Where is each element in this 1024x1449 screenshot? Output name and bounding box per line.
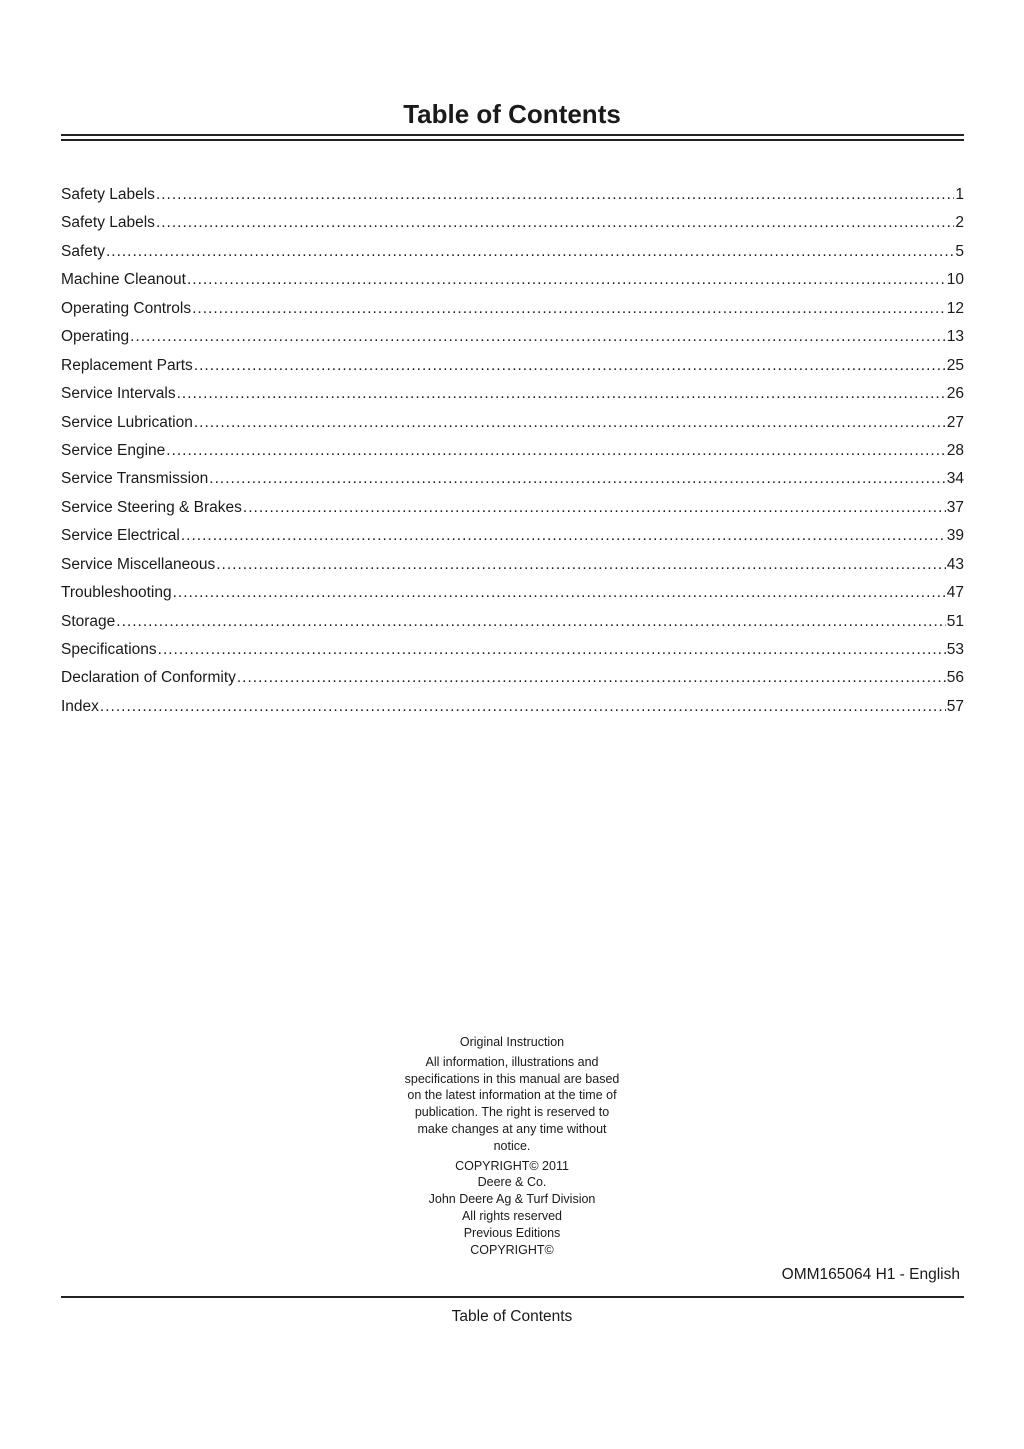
toc-entry-title: Operating Controls bbox=[61, 299, 192, 317]
toc-entry-page: 27 bbox=[946, 413, 964, 431]
toc-entry-page: 10 bbox=[946, 271, 964, 289]
toc-leader-dots bbox=[194, 352, 946, 380]
toc-entry-page: 1 bbox=[955, 186, 964, 203]
toc-entry[interactable] bbox=[61, 295, 964, 323]
toc-entry-title: Index bbox=[61, 697, 99, 715]
notice-body bbox=[362, 1054, 662, 1155]
toc-entry[interactable] bbox=[61, 636, 964, 664]
toc-leader-dots bbox=[209, 465, 945, 493]
toc-leader-dots bbox=[156, 209, 954, 237]
toc-entry-page: 13 bbox=[946, 328, 964, 346]
toc-leader-dots bbox=[216, 551, 946, 579]
toc-entry-title: Machine Cleanout bbox=[61, 271, 186, 289]
toc-leader-dots bbox=[106, 238, 954, 266]
toc-entry[interactable] bbox=[61, 266, 964, 294]
toc-entry-page: 26 bbox=[946, 385, 964, 403]
toc-entry[interactable] bbox=[61, 181, 964, 209]
toc-leader-dots bbox=[173, 579, 946, 607]
notice-body-line: notice. bbox=[493, 1138, 531, 1153]
copyright-line: COPYRIGHT© bbox=[470, 1242, 554, 1257]
toc-entry[interactable] bbox=[61, 693, 964, 721]
toc-entry-page: 2 bbox=[955, 214, 964, 232]
copyright-line: John Deere Ag & Turf Division bbox=[428, 1192, 596, 1207]
copyright-line: Deere & Co. bbox=[477, 1175, 547, 1190]
toc-leader-dots bbox=[243, 494, 946, 522]
toc-entry-title: Service Miscellaneous bbox=[61, 555, 216, 573]
toc-entry-title: Service Engine bbox=[61, 441, 166, 459]
copyright-line: COPYRIGHT© 2011 bbox=[455, 1158, 569, 1173]
toc-leader-dots bbox=[166, 437, 945, 465]
toc-entry-title: Service Lubrication bbox=[61, 413, 193, 431]
toc-entry[interactable] bbox=[61, 465, 964, 493]
toc-entry-title: Service Intervals bbox=[61, 385, 176, 403]
toc-leader-dots bbox=[237, 664, 946, 692]
toc-leader-dots bbox=[156, 181, 954, 209]
toc-leader-dots bbox=[116, 608, 945, 636]
notice-body-line: All information, illustrations and bbox=[425, 1054, 599, 1069]
title-divider bbox=[61, 134, 964, 141]
toc-entry[interactable] bbox=[61, 323, 964, 351]
toc-entry[interactable] bbox=[61, 209, 964, 237]
footer-label: Table of Contents bbox=[451, 1308, 573, 1325]
toc-entry-page: 5 bbox=[955, 242, 964, 260]
toc-entry[interactable] bbox=[61, 608, 964, 636]
toc-entry-page: 53 bbox=[946, 641, 964, 658]
toc-leader-dots bbox=[181, 522, 946, 550]
toc-entry[interactable] bbox=[61, 380, 964, 408]
copyright-line: All rights reserved bbox=[461, 1208, 563, 1223]
toc-leader-dots bbox=[192, 295, 946, 323]
toc-entry-page: 34 bbox=[946, 470, 964, 488]
toc-entry-title: Safety Labels bbox=[61, 214, 155, 232]
toc-entry-page: 12 bbox=[946, 299, 964, 317]
toc-leader-dots bbox=[130, 323, 946, 351]
notice-heading: Original Instruction bbox=[459, 1035, 565, 1049]
toc-entry-page: 37 bbox=[946, 498, 964, 516]
toc-entry[interactable] bbox=[61, 238, 964, 266]
toc-entry-title: Troubleshooting bbox=[61, 584, 172, 602]
toc-entry-page: 28 bbox=[946, 441, 964, 459]
toc-entry[interactable] bbox=[61, 494, 964, 522]
toc-entry-page: 57 bbox=[946, 697, 964, 715]
toc-entry-title: Service Electrical bbox=[61, 527, 180, 545]
toc-entry-page: 56 bbox=[946, 669, 964, 687]
notice-body-line: specifications in this manual are based bbox=[404, 1071, 620, 1086]
toc-entry-page: 39 bbox=[946, 527, 964, 545]
toc-list bbox=[61, 181, 964, 721]
toc-entry-title: Safety Labels bbox=[61, 186, 155, 203]
copyright-line: Previous Editions bbox=[463, 1225, 561, 1240]
copyright-notice bbox=[362, 1034, 662, 1258]
document-id: OMM165064 H1 - English bbox=[781, 1266, 960, 1283]
toc-entry[interactable] bbox=[61, 664, 964, 692]
toc-entry-page: 47 bbox=[946, 584, 964, 602]
page-title: Table of Contents bbox=[403, 99, 621, 129]
toc-leader-dots bbox=[194, 409, 946, 437]
toc-entry-page: 51 bbox=[946, 612, 964, 630]
toc-entry-title: Specifications bbox=[61, 641, 157, 658]
toc-leader-dots bbox=[100, 693, 946, 721]
footer-divider bbox=[61, 1296, 964, 1298]
toc-entry-page: 43 bbox=[946, 555, 964, 573]
toc-leader-dots bbox=[177, 380, 946, 408]
toc-entry[interactable] bbox=[61, 437, 964, 465]
toc-leader-dots bbox=[187, 266, 946, 294]
toc-entry[interactable] bbox=[61, 579, 964, 607]
toc-entry-title: Replacement Parts bbox=[61, 356, 193, 374]
toc-entry[interactable] bbox=[61, 551, 964, 579]
toc-entry-title: Operating bbox=[61, 328, 130, 346]
toc-entry-title: Declaration of Conformity bbox=[61, 669, 236, 687]
toc-leader-dots bbox=[158, 636, 946, 664]
notice-body-line: make changes at any time without bbox=[417, 1121, 607, 1136]
notice-body-line: publication. The right is reserved to bbox=[414, 1105, 610, 1120]
toc-entry-title: Storage bbox=[61, 612, 116, 630]
notice-body-line: on the latest information at the time of bbox=[407, 1088, 617, 1103]
toc-entry-title: Safety bbox=[61, 242, 105, 260]
toc-entry[interactable] bbox=[61, 522, 964, 550]
toc-entry-title: Service Steering & Brakes bbox=[61, 498, 242, 516]
toc-entry-page: 25 bbox=[946, 356, 964, 374]
notice-copyright bbox=[362, 1158, 662, 1259]
toc-entry-title: Service Transmission bbox=[61, 470, 209, 488]
toc-entry[interactable] bbox=[61, 409, 964, 437]
toc-entry[interactable] bbox=[61, 352, 964, 380]
